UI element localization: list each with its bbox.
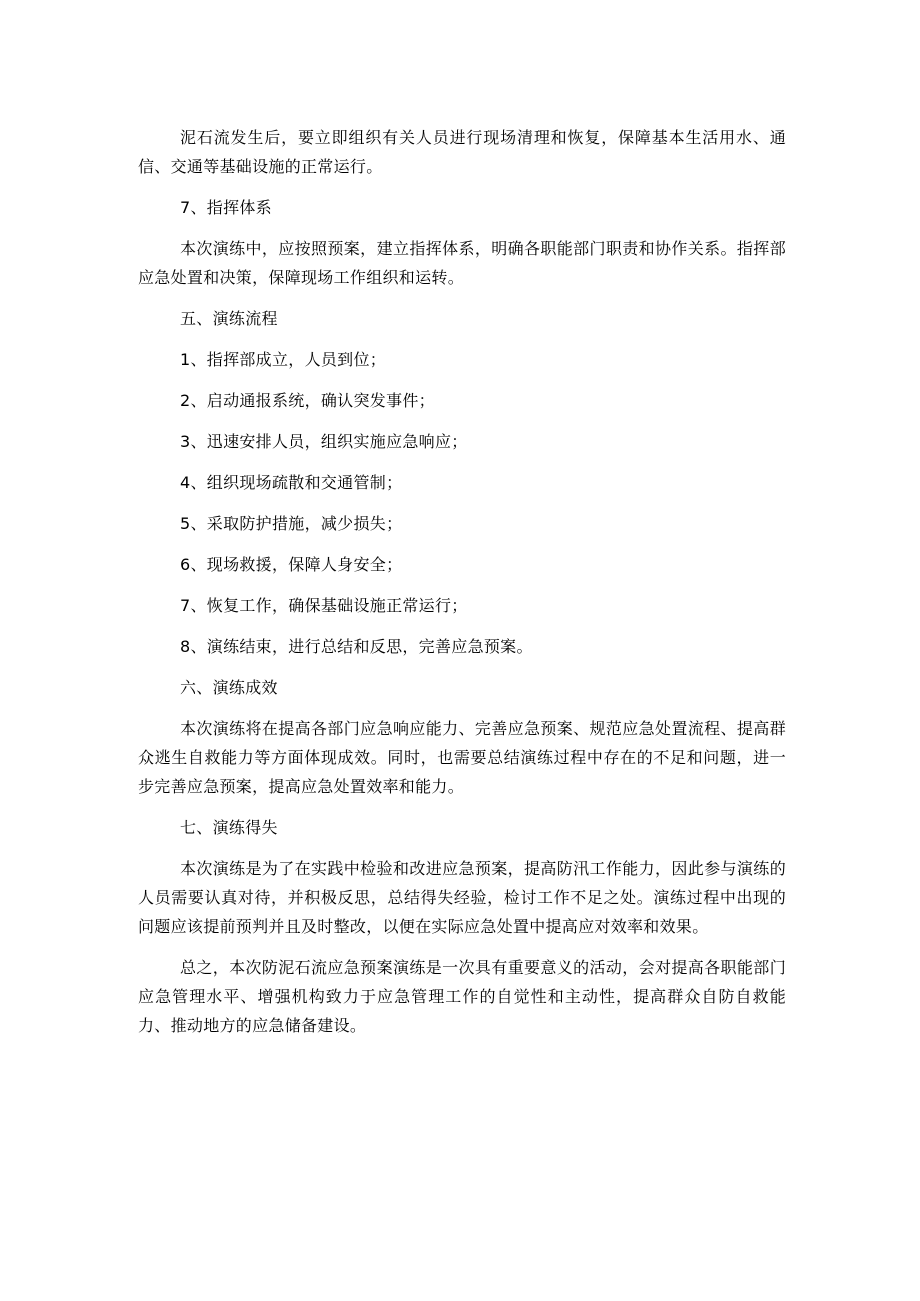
list-item: 3、迅速安排人员，组织实施应急响应； — [180, 432, 468, 451]
paragraph-recovery: 泥石流发生后，要立即组织有关人员进行现场清理和恢复，保障基本生活用水、通信、交通等基础设施的正常运行。 — [138, 128, 786, 176]
list-item: 6、现场救援，保障人身安全； — [180, 555, 403, 574]
list-item: 1、指挥部成立，人员到位； — [180, 350, 387, 369]
list-item: 2、启动通报系统，确认突发事件； — [180, 391, 435, 410]
paragraph-conclusion: 总之，本次防泥石流应急预案演练是一次具有重要意义的活动，会对提高各职能部门应急管理水平、增强机构致力于应急管理工作的自觉性和主动性，提高群众自防自救能力、推动地方的应急储备建设。 — [138, 958, 786, 1035]
paragraph-command-system: 本次演练中，应按照预案，建立指挥体系，明确各职能部门职责和协作关系。指挥部应急处置和决策，保障现场工作组织和运转。 — [138, 239, 786, 287]
list-item: 5、采取防护措施，减少损失； — [180, 514, 403, 533]
list-item: 8、演练结束，进行总结和反思，完善应急预案。 — [180, 637, 533, 656]
heading-command-system: 7、指挥体系 — [180, 198, 272, 217]
document-body — [138, 123, 786, 1052]
heading-drill-gains-losses: 七、演练得失 — [180, 818, 278, 837]
heading-drill-process: 五、演练流程 — [180, 309, 278, 328]
paragraph-drill-results: 本次演练将在提高各部门应急响应能力、完善应急预案、规范应急处置流程、提高群众逃生自救能力等方面体现成效。同时，也需要总结演练过程中存在的不足和问题，进一步完善应急预案，提高应急处置效率和能力。 — [138, 719, 786, 796]
list-item: 7、恢复工作，确保基础设施正常运行； — [180, 596, 468, 615]
heading-drill-results: 六、演练成效 — [180, 678, 278, 697]
list-item: 4、组织现场疏散和交通管制； — [180, 473, 403, 492]
paragraph-drill-gains-losses: 本次演练是为了在实践中检验和改进应急预案，提高防汛工作能力，因此参与演练的人员需要认真对待，并积极反思，总结得失经验，检讨工作不足之处。演练过程中出现的问题应该提前预判并且及时整改，以便在实际应急处置中提高应对效率和效果。 — [138, 859, 786, 936]
